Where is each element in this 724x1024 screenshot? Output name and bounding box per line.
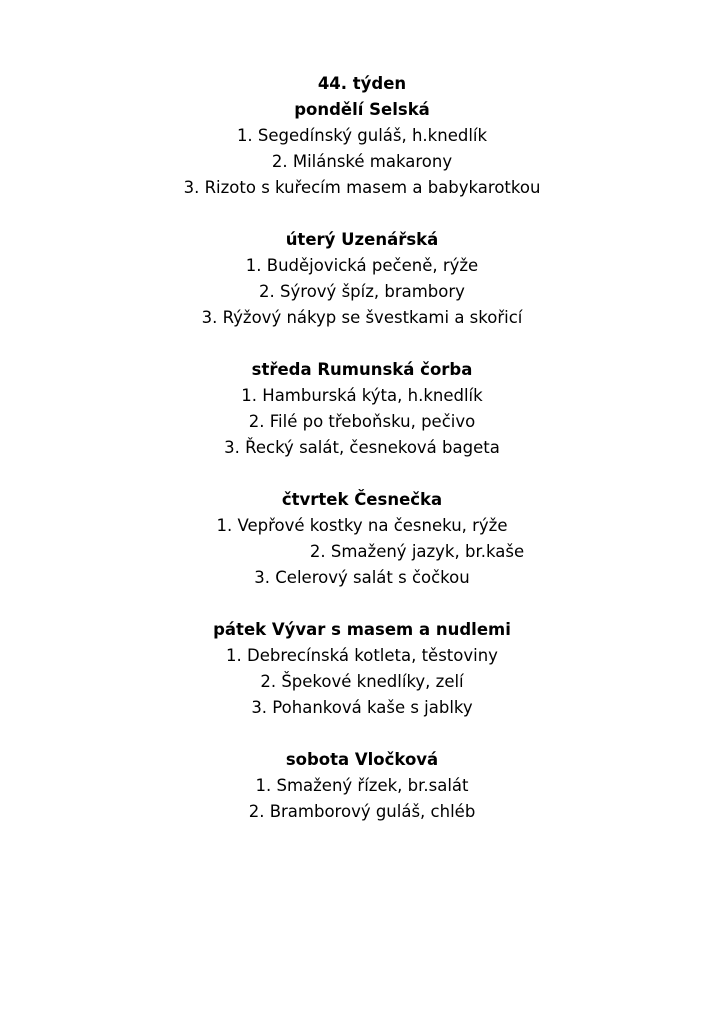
menu-item: 3. Řecký salát, česneková bageta bbox=[224, 438, 500, 457]
spacer bbox=[0, 461, 724, 487]
menu-item: 3. Pohanková kaše s jablky bbox=[251, 698, 473, 717]
menu-item: 3. Celerový salát s čočkou bbox=[254, 568, 470, 587]
spacer bbox=[0, 331, 724, 357]
menu-item: 1. Budějovická pečeně, rýže bbox=[245, 256, 479, 275]
menu-item: 1. Smažený řízek, br.salát bbox=[255, 776, 469, 795]
menu-item: 3. Rizoto s kuřecím masem a babykarotkou bbox=[183, 178, 541, 197]
day-heading-saturday: sobota Vločková bbox=[285, 750, 439, 769]
menu-item: 2. Filé po třeboňsku, pečivo bbox=[248, 412, 476, 431]
day-heading-monday: pondělí Selská bbox=[294, 100, 430, 119]
menu-item: 1. Debrecínská kotleta, těstoviny bbox=[226, 646, 498, 665]
spacer bbox=[0, 721, 724, 747]
menu-item: 2. Špekové knedlíky, zelí bbox=[260, 672, 464, 691]
menu-item: 1. Segedínský guláš, h.knedlík bbox=[236, 126, 488, 145]
menu-item: 2. Smažený jazyk, br.kaše bbox=[309, 542, 525, 561]
spacer bbox=[0, 591, 724, 617]
menu-document bbox=[0, 71, 724, 825]
menu-item: 1. Vepřové kostky na česneku, rýže bbox=[216, 516, 508, 535]
menu-item: 3. Rýžový nákyp se švestkami a skořicí bbox=[201, 308, 523, 327]
day-heading-friday: pátek Vývar s masem a nudlemi bbox=[213, 620, 511, 639]
spacer bbox=[0, 201, 724, 227]
day-heading-thursday: čtvrtek Česnečka bbox=[281, 490, 443, 509]
week-title: 44. týden bbox=[317, 74, 407, 93]
day-heading-tuesday: úterý Uzenářská bbox=[285, 230, 439, 249]
menu-item: 2. Bramborový guláš, chléb bbox=[248, 802, 476, 821]
menu-item: 2. Sýrový špíz, brambory bbox=[259, 282, 465, 301]
menu-item: 2. Milánské makarony bbox=[271, 152, 453, 171]
menu-item: 1. Hamburská kýta, h.knedlík bbox=[241, 386, 483, 405]
day-heading-wednesday: středa Rumunská čorba bbox=[251, 360, 473, 379]
